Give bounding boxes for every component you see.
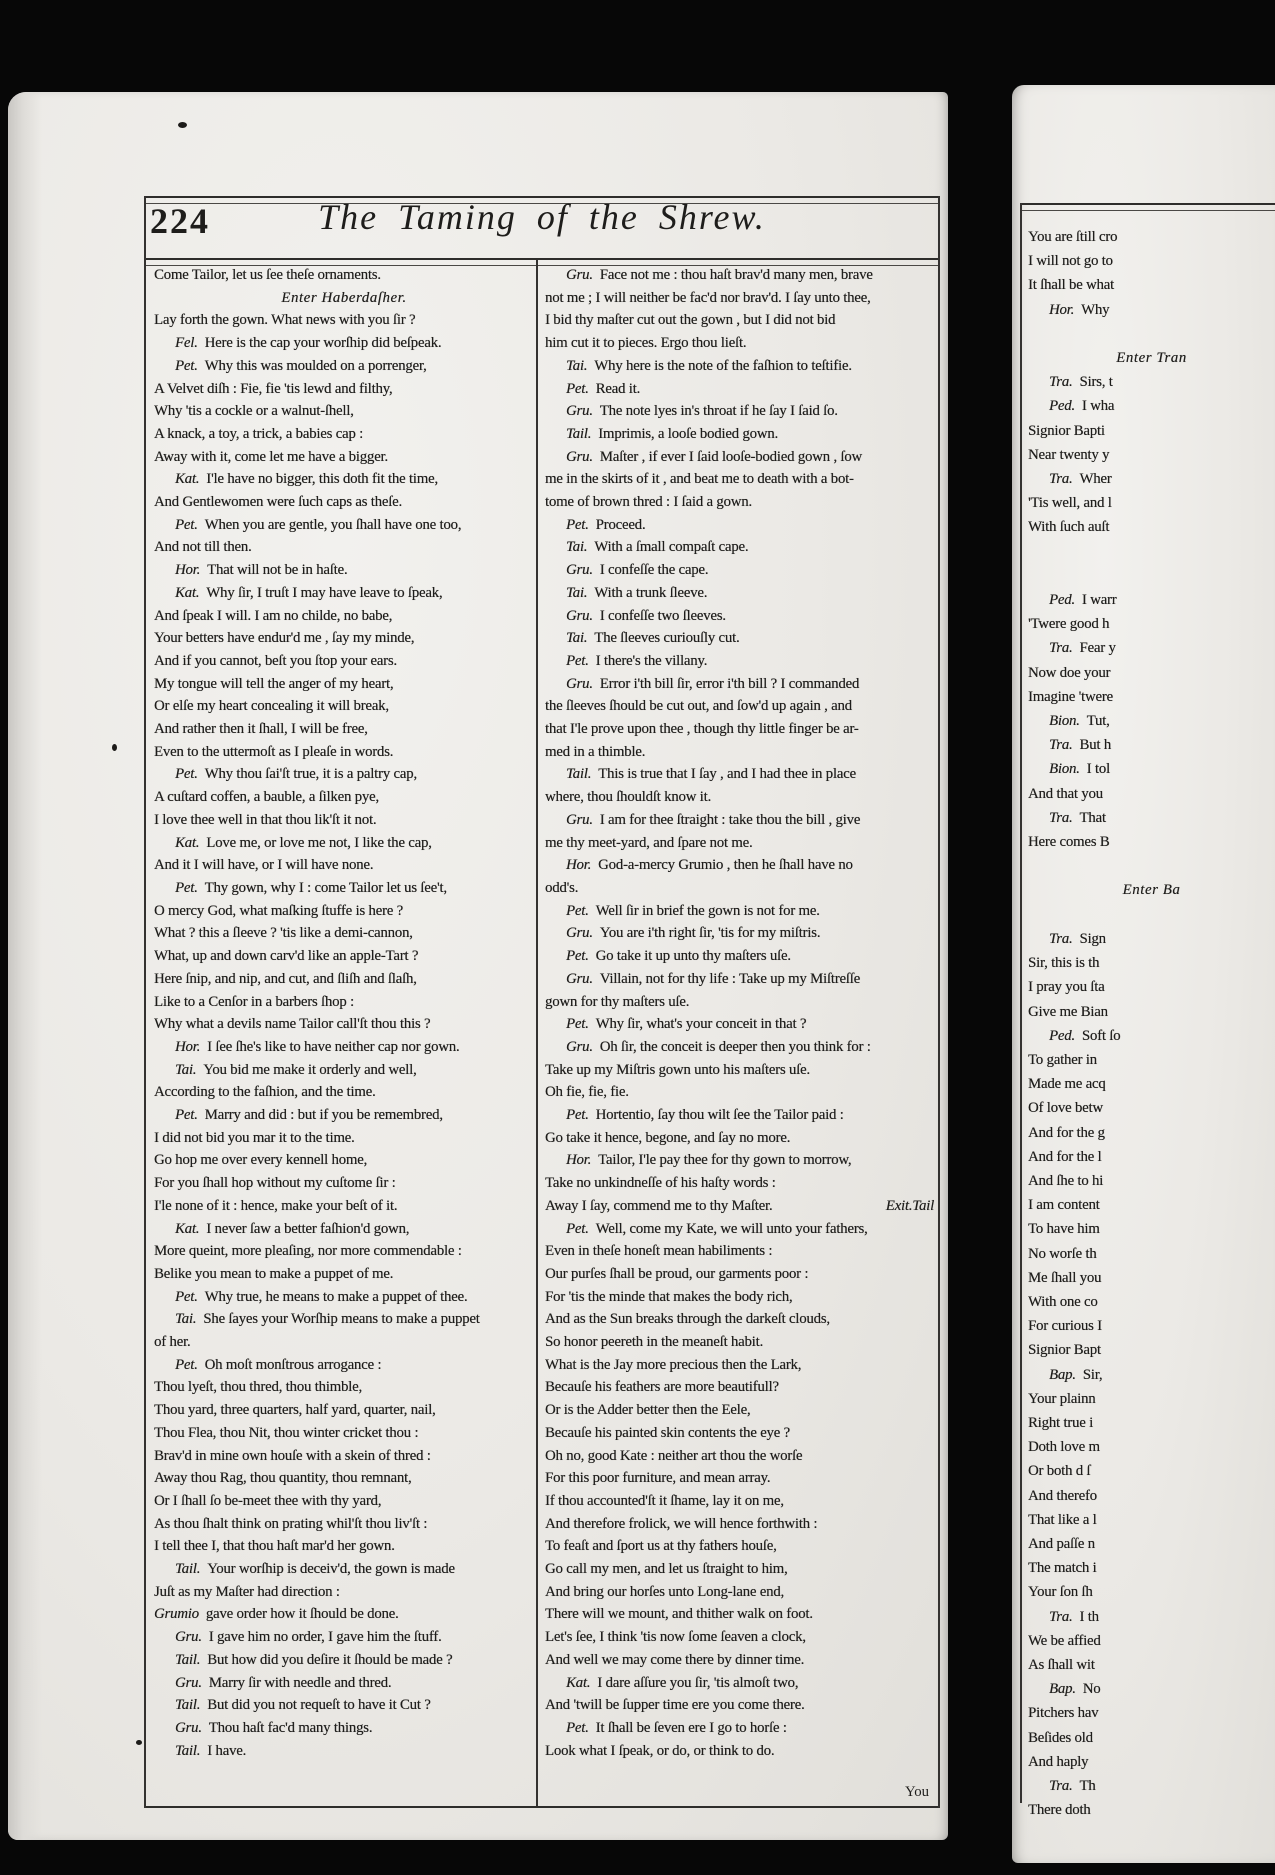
speaker-name: Bion. <box>1049 761 1080 778</box>
text-line: Or I ſhall ſo be-meet thee with thy yard, <box>154 1492 382 1509</box>
text-line: To gather in <box>1028 1051 1097 1068</box>
text-line: Pet. Why true, he means to make a puppet of thee. <box>175 1288 468 1305</box>
speaker-name: Bap. <box>1049 1681 1076 1698</box>
text-column-left <box>154 264 534 1769</box>
ink-speck <box>136 1740 142 1745</box>
text-line: Ped. Soft ſo <box>1049 1027 1121 1044</box>
text-line: Ped. I wha <box>1049 398 1115 415</box>
text-line: Tail. But how did you deſire it ſhould be made ? <box>175 1651 453 1668</box>
speaker-name: Tra. <box>1049 737 1073 754</box>
speaker-name: Kat. <box>175 584 200 601</box>
text-line: Away with it, come let me have a bigger. <box>154 448 388 465</box>
speaker-name: Tai. <box>566 584 588 601</box>
text-line: There will we mount, and thither walk on foot. <box>545 1606 813 1623</box>
text-line: Now doe your <box>1028 664 1111 681</box>
speaker-name: Pet. <box>566 652 589 669</box>
speaker-name: Kat. <box>175 471 200 488</box>
speaker-name: Pet. <box>175 766 198 783</box>
text-line: Pet. Well, come my Kate, we will unto your fathers, <box>566 1220 868 1237</box>
text-line: And it I will have, or I will have none. <box>154 857 374 874</box>
frame-left-rule <box>144 196 146 1808</box>
text-line: Let's ſee, I think 'tis now ſome ſeaven a clock, <box>545 1629 806 1646</box>
text-line: Kat. Love me, or love me not, I like the cap, <box>175 834 432 851</box>
text-line: Why what a devils name Tailor call'ſt thou this ? <box>154 1016 431 1033</box>
speaker-name: Pet. <box>566 902 589 919</box>
speaker-name: Gru. <box>566 267 593 283</box>
text-line: Pet. Oh moſt monſtrous arrogance : <box>175 1356 382 1373</box>
text-line: Thou yard, three quarters, half yard, quarter, nail, <box>154 1402 436 1419</box>
text-line: Sir, this is th <box>1028 955 1100 972</box>
text-line: What ? this a ſleeve ? 'tis like a demi-cannon, <box>154 925 413 942</box>
text-line: gown for thy maſters uſe. <box>545 993 690 1010</box>
speaker-name: Pet. <box>175 516 198 533</box>
text-line: Gru. You are i'th right ſir, 'tis for my miſtris. <box>566 925 821 942</box>
text-line: No worſe th <box>1028 1245 1097 1262</box>
text-line: And ſpeak I will. I am no childe, no babe, <box>154 607 393 624</box>
text-line: I am content <box>1028 1197 1100 1214</box>
text-line: Come Tailor, let us ſee theſe ornaments. <box>154 267 381 283</box>
text-line: Oh no, good Kate : neither art thou the worſe <box>545 1447 803 1464</box>
speaker-name: Pet. <box>175 1356 198 1373</box>
text-line: And well we may come there by dinner time. <box>545 1651 805 1668</box>
text-line: Gru. Face not me : thou haſt brav'd many men, brave <box>566 267 873 283</box>
text-line: 'Twere good h <box>1028 616 1110 633</box>
text-line: Near twenty y <box>1028 446 1110 463</box>
text-line: Kat. Why ſir, I truſt I may have leave to ſpeak, <box>175 584 443 601</box>
speaker-name: Tai. <box>175 1311 197 1328</box>
text-line: Tra. Sirs, t <box>1049 374 1113 391</box>
text-line: Look what I ſpeak, or do, or think to do. <box>545 1742 775 1759</box>
text-line: Kat. I never ſaw a better faſhion'd gown, <box>175 1220 410 1237</box>
text-line: Your plainn <box>1028 1390 1096 1407</box>
text-line: And ſhe to hi <box>1028 1172 1104 1189</box>
text-line: There doth <box>1028 1802 1091 1819</box>
speaker-name: Pet. <box>175 1288 198 1305</box>
text-line: I love thee well in that thou lik'ſt it not. <box>154 811 377 828</box>
text-line: O mercy God, what maſking ſtuffe is here ? <box>154 902 403 919</box>
page-number: 224 <box>150 201 210 241</box>
text-line: Tai. With a trunk ſleeve. <box>566 584 708 601</box>
speaker-name: Tra. <box>1049 1778 1073 1794</box>
text-line: What is the Jay more precious then the Lark, <box>545 1356 802 1373</box>
speaker-name: Gru. <box>175 1629 202 1646</box>
speaker-name: Hor. <box>566 1152 592 1169</box>
speaker-name: Tra. <box>1049 930 1073 947</box>
ink-speck <box>112 744 117 751</box>
stage-direction: Enter Haberdaſher. <box>281 289 407 306</box>
text-line: Tail. This is true that I ſay , and I had thee in place <box>566 766 856 783</box>
text-line: Your betters have endur'd me , ſay my minde, <box>154 630 415 647</box>
text-line: Gru. I gave him no order, I gave him the ſtuff. <box>175 1629 442 1646</box>
speaker-name: Gru. <box>566 970 593 987</box>
text-line: To have him <box>1028 1221 1100 1238</box>
text-line: A cuſtard coffen, a bauble, a ſilken pye, <box>154 789 379 806</box>
speaker-name: Pet. <box>566 1016 589 1033</box>
text-line: Or elſe my heart concealing it will break, <box>154 698 389 715</box>
speaker-name: Tra. <box>1049 374 1073 391</box>
text-line: Tra. That <box>1049 809 1106 826</box>
speaker-name: Tra. <box>1049 471 1073 488</box>
text-line: Exit.Tail Away I ſay, commend me to thy Maſter. <box>545 1195 936 1218</box>
text-line: More queint, more pleaſing, nor more commendable : <box>154 1243 462 1260</box>
speaker-name: Tai. <box>175 1061 197 1078</box>
text-line: Tra. Wher <box>1049 471 1112 488</box>
text-line: For this poor furniture, and mean array. <box>545 1470 771 1487</box>
speaker-name: Pet. <box>566 380 589 397</box>
speaker-name: Bap. <box>1049 1366 1076 1383</box>
text-line: Take no unkindneſſe of his haſty words : <box>545 1175 776 1192</box>
text-line: Hor. That will not be in haſte. <box>175 562 348 579</box>
text-line: Right true i <box>1028 1414 1094 1431</box>
text-line: the ſleeves ſhould be cut out, and ſow'd up again , and <box>545 698 852 715</box>
text-line: Pet. Hortentio, ſay thou wilt ſee the Tailor paid : <box>566 1107 844 1124</box>
text-line: me in the skirts of it , and beat me to death with a bot- <box>545 471 854 488</box>
text-line: Of love betw <box>1028 1100 1103 1117</box>
running-title: The Taming of the Shrew. <box>318 197 766 237</box>
text-line: I did not bid you mar it to the time. <box>154 1129 355 1146</box>
speaker-name: Tra. <box>1049 640 1073 657</box>
text-line: Doth love m <box>1028 1439 1100 1456</box>
frame-left-rule-next-page <box>1020 203 1022 1803</box>
speaker-name: Tai. <box>566 630 588 647</box>
text-line: Like to a Cenſor in a barbers ſhop : <box>154 993 354 1010</box>
speaker-name: Pet. <box>175 1107 198 1124</box>
text-line: What, up and down carv'd like an apple-Tart ? <box>154 948 419 965</box>
text-line: Bap. Sir, <box>1049 1366 1103 1383</box>
text-line: Tai. With a ſmall compaſt cape. <box>566 539 749 556</box>
text-line: Becauſe his feathers are more beautifull? <box>545 1379 779 1396</box>
text-line: med in a thimble. <box>545 743 646 760</box>
text-line: Gru. Error i'th bill ſir, error i'th bill ? I commanded <box>566 675 860 692</box>
text-line: And as the Sun breaks through the darkeſt clouds, <box>545 1311 830 1328</box>
text-line: Tail. Imprimis, a looſe bodied gown. <box>566 425 778 442</box>
text-line: Signior Bapt <box>1028 1342 1101 1359</box>
speaker-name: Pet. <box>566 516 589 533</box>
text-line: Pet. It ſhall be ſeven ere I go to horſe : <box>566 1720 787 1736</box>
text-line: And for the l <box>1028 1148 1102 1165</box>
text-line: Hor. I ſee ſhe's like to have neither cap nor gown. <box>175 1038 460 1055</box>
text-line: Juſt as my Maſter had direction : <box>154 1583 340 1600</box>
text-line: Tai. The ſleeves curiouſly cut. <box>566 630 740 647</box>
text-line: I bid thy maſter cut out the gown , but I did not bid <box>545 312 836 329</box>
column-divider-rule <box>536 260 538 1806</box>
ink-speck <box>178 122 187 128</box>
speaker-name: Gru. <box>566 403 593 420</box>
text-line: Pet. Proceed. <box>566 516 646 533</box>
speaker-name: Tail. <box>566 425 592 442</box>
text-line: Away thou Rag, thou quantity, thou remnant, <box>154 1470 412 1487</box>
speaker-name: Tail. <box>175 1697 201 1714</box>
text-line: My tongue will tell the anger of my heart, <box>154 675 394 692</box>
text-line: Pet. Well ſir in brief the gown is not for me. <box>566 902 820 919</box>
text-line: Pet. Why this was moulded on a porrenger, <box>175 357 427 374</box>
speaker-name: Tail. <box>175 1651 201 1668</box>
speaker-name: Pet. <box>566 1220 589 1237</box>
text-line: Here comes B <box>1028 834 1110 851</box>
text-line: Even to the uttermoſt as I pleaſe in words. <box>154 743 394 760</box>
text-line: Me ſhall you <box>1028 1269 1102 1286</box>
speaker-name: Fel. <box>175 335 198 352</box>
catchword: You <box>904 1784 929 1800</box>
text-line: Take up my Miſtris gown unto his maſters uſe. <box>545 1061 810 1078</box>
speaker-name: Gru. <box>566 1038 593 1055</box>
text-line: For 'tis the minde that makes the body rich, <box>545 1288 793 1305</box>
text-line: And therefore frolick, we will hence forthwith : <box>545 1515 818 1532</box>
text-line: You are ſtill cro <box>1028 229 1118 245</box>
text-line: where, thou ſhouldſt know it. <box>545 789 711 806</box>
text-line <box>1028 540 1275 564</box>
speaker-name: Kat. <box>175 1220 200 1237</box>
speaker-name: Tail. <box>175 1742 201 1759</box>
speaker-name: Gru. <box>566 448 593 465</box>
text-line: And Gentlewomen were ſuch caps as theſe. <box>154 494 402 511</box>
text-line: With one co <box>1028 1293 1098 1310</box>
speaker-name: Pet. <box>566 1107 589 1124</box>
text-line: Pet. When you are gentle, you ſhall have one too, <box>175 516 462 533</box>
text-line: I pray you ſta <box>1028 979 1105 996</box>
text-line: Tra. Th <box>1049 1778 1096 1794</box>
stage-direction: Enter Ba <box>1122 882 1181 899</box>
text-line: And therefo <box>1028 1487 1097 1504</box>
text-line: Oh fie, fie, fie. <box>545 1084 629 1101</box>
text-line: We be affied <box>1028 1632 1101 1649</box>
text-line: And 'twill be ſupper time ere you come there. <box>545 1697 805 1714</box>
text-line: Here ſnip, and nip, and cut, and ſliſh and ſlaſh, <box>154 970 417 987</box>
text-line: Hor. God-a-mercy Grumio , then he ſhall have no <box>566 857 853 874</box>
text-line: Tail. But did you not requeſt to have it Cut ? <box>175 1697 431 1714</box>
text-line: Beſides old <box>1028 1729 1093 1746</box>
text-line: Bion. I tol <box>1049 761 1110 778</box>
speaker-name: Tra. <box>1049 809 1073 826</box>
text-column-next-page <box>1028 225 1275 1855</box>
text-line: As thou ſhalt think on prating whil'ſt thou liv'ſt : <box>154 1515 428 1532</box>
text-line: Tra. Sign <box>1049 930 1106 947</box>
speaker-name: Tail. <box>175 1561 201 1578</box>
text-line: Lay forth the gown. What news with you ſir ? <box>154 312 416 329</box>
text-line: The match i <box>1028 1560 1097 1577</box>
header-rule-next-page <box>1020 203 1275 211</box>
text-line: Pet. I there's the villany. <box>566 652 708 669</box>
speaker-name: Pet. <box>566 1720 589 1736</box>
text-line: Bap. No <box>1049 1681 1101 1698</box>
text-line <box>1028 322 1275 346</box>
text-line: Thou Flea, thou Nit, thou winter cricket thou : <box>154 1424 419 1441</box>
stage-direction: Enter Tran <box>1116 350 1187 367</box>
text-line: Pet. Go take it up unto thy maſters uſe. <box>566 948 791 965</box>
text-line: Tai. Why here is the note of the faſhion to teſtifie. <box>566 357 852 374</box>
speaker-name: Ped. <box>1049 398 1075 415</box>
speaker-name: Tai. <box>566 357 588 374</box>
text-line: Thou lyeſt, thou thred, thou thimble, <box>154 1379 362 1396</box>
text-line: Pet. Why thou ſai'ſt true, it is a paltry cap, <box>175 766 417 783</box>
speaker-name: Gru. <box>566 925 593 942</box>
text-line: So honor peereth in the meaneſt habit. <box>545 1334 763 1351</box>
text-line: And not till then. <box>154 539 252 556</box>
text-line: Imagine 'twere <box>1028 688 1113 705</box>
text-line: Pitchers hav <box>1028 1705 1099 1722</box>
speaker-name: Ped. <box>1049 1027 1075 1044</box>
text-line: Gru. I am for thee ſtraight : take thou the bill , give <box>566 811 861 828</box>
speaker-name: Bion. <box>1049 713 1080 730</box>
speaker-name: Gru. <box>566 811 593 828</box>
text-line: Go take it hence, begone, and ſay no more. <box>545 1129 791 1146</box>
text-line: not me ; I will neither be fac'd nor brav'd. I ſay unto thee, <box>545 289 871 306</box>
text-line: Ped. I warr <box>1049 592 1117 609</box>
speaker-name: Gru. <box>175 1674 202 1691</box>
text-line: of her. <box>154 1334 191 1351</box>
text-line: odd's. <box>545 879 579 896</box>
text-line: And for the g <box>1028 1124 1105 1141</box>
text-line <box>1028 564 1275 588</box>
text-line: Or is the Adder better then the Eele, <box>545 1402 751 1419</box>
text-line: him cut it to pieces. Ergo thou lieſt. <box>545 335 747 352</box>
text-line: And rather then it ſhall, I will be free, <box>154 721 368 738</box>
speaker-name: Kat. <box>175 834 200 851</box>
text-line: And bring our horſes unto Long-lane end, <box>545 1583 784 1600</box>
speaker-name: Tai. <box>566 539 588 556</box>
text-line: Pet. Marry and did : but if you be remembred, <box>175 1107 443 1124</box>
text-line: And if you cannot, beſt you ſtop your ears. <box>154 652 397 669</box>
text-line: Tra. But h <box>1049 737 1111 754</box>
stage-exit-direction: Exit.Tail <box>885 1197 934 1214</box>
text-line: me thy meet-yard, and ſpare not me. <box>545 834 753 851</box>
text-line: That like a l <box>1028 1511 1097 1528</box>
speaker-name: Hor. <box>566 857 592 874</box>
text-line: I will not go to <box>1028 253 1113 270</box>
frame-right-rule <box>938 196 940 1808</box>
text-line: Hor. Why <box>1049 301 1110 318</box>
speaker-name: Gru. <box>566 675 593 692</box>
text-line: For curious I <box>1028 1318 1102 1335</box>
speaker-name: Gru. <box>566 607 593 624</box>
text-line: Why 'tis a cockle or a walnut-ſhell, <box>154 403 354 420</box>
text-line: Gru. I confeſſe two ſleeves. <box>566 607 726 624</box>
text-line: Gru. Marry ſir with needle and thred. <box>175 1674 392 1691</box>
text-line: Kat. I dare aſſure you ſir, 'tis almoſt two, <box>566 1674 799 1691</box>
speaker-name: Kat. <box>566 1674 591 1691</box>
text-line: Gru. Villain, not for thy life : Take up my Miſtreſſe <box>566 970 860 987</box>
text-line: Tail. I have. <box>175 1742 247 1759</box>
speaker-name: Pet. <box>175 879 198 896</box>
text-line <box>1028 854 1275 878</box>
text-line: Belike you mean to make a puppet of me. <box>154 1265 394 1282</box>
speaker-name: Pet. <box>175 357 198 374</box>
text-line: Or both d ſ <box>1028 1463 1091 1480</box>
speaker-name: Hor. <box>175 562 201 579</box>
speaker-name: Gru. <box>175 1720 202 1736</box>
speaker-name: Tra. <box>1049 1608 1073 1625</box>
text-line: Tail. Your worſhip is deceiv'd, the gown is made <box>175 1561 455 1578</box>
text-line: Brav'd in mine own houſe with a skein of thred : <box>154 1447 431 1464</box>
speaker-name: Gru. <box>566 562 593 579</box>
text-line: Your ſon ſh <box>1028 1584 1093 1601</box>
text-line: Tra. Fear y <box>1049 640 1116 657</box>
speaker-name: Hor. <box>1049 301 1075 318</box>
text-line <box>1028 903 1275 927</box>
text-line: Go call my men, and let us ſtraight to him, <box>545 1561 788 1578</box>
text-line: Give me Bian <box>1028 1003 1108 1020</box>
text-line: Even in theſe honeſt mean habiliments : <box>545 1243 773 1260</box>
text-line: And paſſe n <box>1028 1535 1095 1552</box>
text-line: Gru. Thou haſt fac'd many things. <box>175 1720 373 1736</box>
text-line: A Velvet diſh : Fie, fie 'tis lewd and filthy, <box>154 380 393 397</box>
text-line: Made me acq <box>1028 1076 1106 1093</box>
text-line: According to the faſhion, and the time. <box>154 1084 376 1101</box>
text-line: I tell thee I, that thou haſt mar'd her gown. <box>154 1538 395 1555</box>
text-line: that I'le prove upon thee , though thy little finger be ar- <box>545 721 859 738</box>
text-line: Our purſes ſhall be proud, our garments poor : <box>545 1265 809 1282</box>
text-line: Signior Bapti <box>1028 422 1105 439</box>
text-line: Gru. Oh ſir, the conceit is deeper then you think for : <box>566 1038 871 1055</box>
text-line: Grumio gave order how it ſhould be done. <box>154 1606 399 1623</box>
text-column-right <box>545 264 936 1769</box>
book-page-right-sliver <box>1012 85 1275 1863</box>
text-line: With ſuch auſt <box>1028 519 1110 536</box>
text-line: As ſhall wit <box>1028 1656 1095 1673</box>
text-line: A knack, a toy, a trick, a babies cap : <box>154 425 364 442</box>
text-line: For you ſhall hop without my cuſtome ſir : <box>154 1175 396 1192</box>
speaker-name: Hor. <box>175 1038 201 1055</box>
text-line: Gru. The note lyes in's throat if he ſay I ſaid ſo. <box>566 403 838 420</box>
text-line: Bion. Tut, <box>1049 713 1110 730</box>
text-line: Becauſe his painted skin contents the eye ? <box>545 1424 790 1441</box>
frame-bottom-rule <box>146 1806 938 1808</box>
text-line: Pet. Thy gown, why I : come Tailor let us ſee't, <box>175 879 447 896</box>
text-line: It ſhall be what <box>1028 277 1114 294</box>
text-line: Gru. Maſter , if ever I ſaid looſe-bodied gown , ſow <box>566 448 862 465</box>
text-line: And that you <box>1028 785 1103 802</box>
text-line: Tai. You bid me make it orderly and well, <box>175 1061 417 1078</box>
text-line: To feaſt and ſport us at thy fathers houſe, <box>545 1538 777 1555</box>
text-line: I'le none of it : hence, make your beſt of it. <box>154 1197 398 1214</box>
text-line: Gru. I confeſſe the cape. <box>566 562 709 579</box>
book-page-left <box>8 92 948 1840</box>
text-line: Tai. She ſayes your Worſhip means to make a puppet <box>175 1311 480 1328</box>
text-line: tome of brown thred : I ſaid a gown. <box>545 494 752 511</box>
text-line: 'Tis well, and l <box>1028 495 1112 512</box>
text-line: If thou accounted'ſt it ſhame, lay it on me, <box>545 1492 784 1509</box>
text-line: Kat. I'le have no bigger, this doth fit the time, <box>175 471 438 488</box>
speaker-name: Ped. <box>1049 592 1075 609</box>
speaker-name: Pet. <box>566 948 589 965</box>
text-line: Fel. Here is the cap your worſhip did beſpeak. <box>175 335 442 352</box>
text-line: Tra. I th <box>1049 1608 1099 1625</box>
text-line: Pet. Read it. <box>566 380 641 397</box>
text-line: Pet. Why ſir, what's your conceit in that ? <box>566 1016 807 1033</box>
text-line: Go hop me over every kennell home, <box>154 1152 368 1169</box>
text-line: And haply <box>1028 1753 1089 1770</box>
speaker-name: Tail. <box>566 766 592 783</box>
speaker-name: Grumio <box>154 1606 199 1623</box>
text-line: Hor. Tailor, I'le pay thee for thy gown to morrow, <box>566 1152 852 1169</box>
